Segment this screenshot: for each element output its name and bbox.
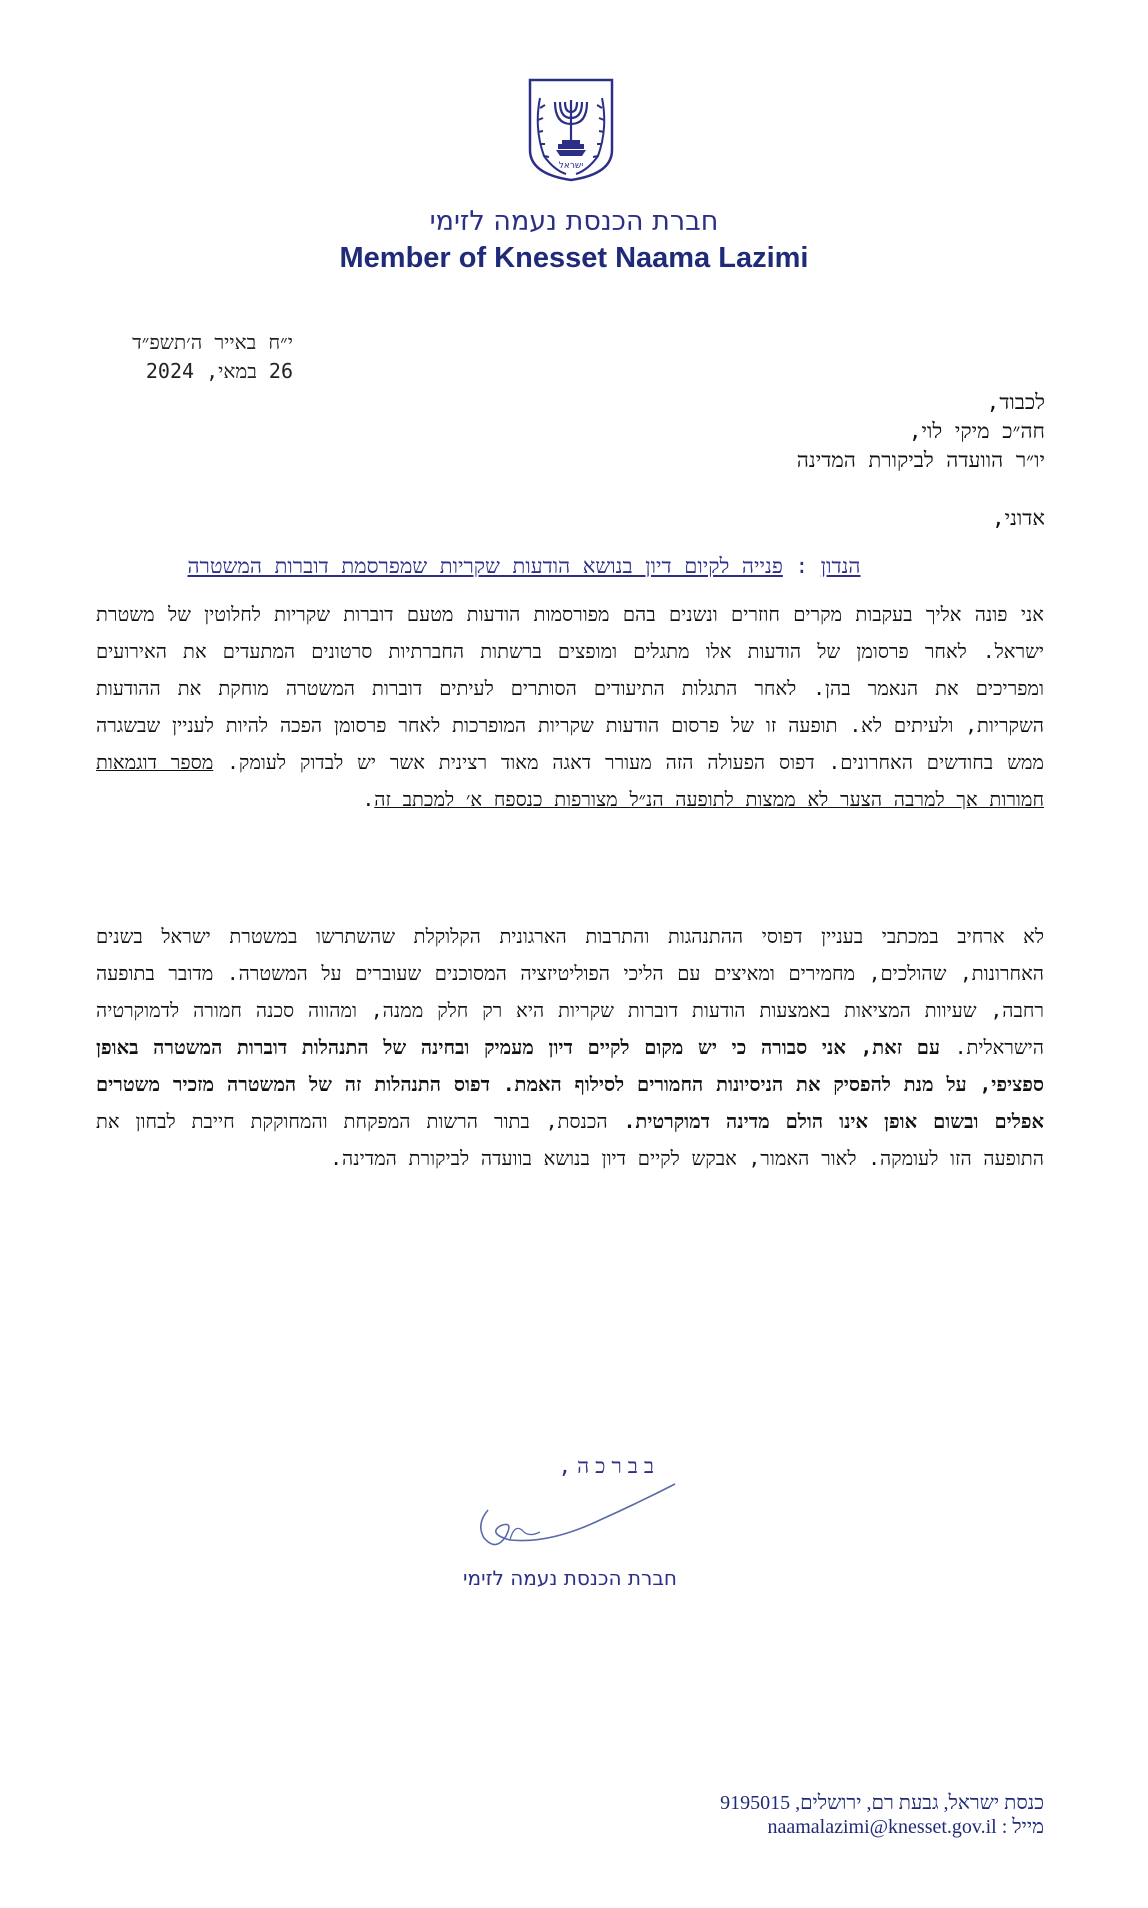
date-gregorian: 26 במאי, 2024 xyxy=(145,359,293,383)
body-p1-text: אני פונה אליך בעקבות מקרים חוזרים ונשנים בהם מפורסמות הודעות מטעם דוברות שקריות לחלוטין של משטרת ישראל. לאחר פרסומן של הודעות אלו מתגלים ומופצים ברשתות החברתיות סרטונים המתעדים את האירועים ומפריכים את הנאמר בהן. לאחר התגלות התיעודים הסותרים לעיתים דוברות המשטרה מוחקת את ההודעות השקריות, ולעיתים לא. תופעה זו של פרסום הודעות שקריות המופרכות לאחר פרסומן הפכה להיות לעניין שבשגרה ממש בחודשים האחרונים. דפוס הפעולה הזה מעורר דאגה מאוד רצינית אשר יש לבדוק לעומק. xyxy=(96,603,1044,774)
footer-email-link[interactable]: naamalazimi@knesset.gov.il xyxy=(767,1816,997,1838)
closing-greeting: בברכה, xyxy=(558,1454,660,1478)
recipient-line-3: יו״ר הוועדה לביקורת המדינה xyxy=(796,448,1045,472)
subject-prefix: הנדון xyxy=(820,554,861,578)
footer-email-line xyxy=(444,1816,1044,1839)
body-paragraph-2 xyxy=(96,918,1044,1177)
recipient-line-2: חה״כ מיקי לוי, xyxy=(908,419,1045,443)
signatory-name: חברת הכנסת נעמה לזימי xyxy=(463,1566,677,1590)
footer-email-label: מייל : xyxy=(1001,1816,1044,1838)
body-p2-text: לא ארחיב במכתבי בעניין דפוסי ההתנהגות והתרבות הארגונית הקלוקלת שהשתרשו במשטרת ישראל בשנים האחרונות, שהולכים, מחמירים ומאיצים עם הליכי הפוליטיזציה המסוכנים שעוברים על המשטרה. מדובר בתופעה רחבה, שעיוות המציאות באמצעות הודעות דוברות שקריות היא רק חלק ממנה, ומהווה סכנה חמורה לדמוקרטיה הישראלית. xyxy=(96,925,1044,1059)
mk-name-hebrew: חברת הכנסת נעמה לזימי xyxy=(429,206,719,237)
footer-address: כנסת ישראל, גבעת רם, ירושלים, 9195015 xyxy=(720,1792,1044,1814)
emblem-text: ישראל xyxy=(558,161,584,171)
body-p2-bold: עם זאת, אני סבורה כי יש מקום לקיים דיון מעמיק ובחינה של התנהלות דוברות המשטרה באופן ספציפי, על מנת להפסיק את הניסיונות החמורים לסילוף האמת. דפוס התנהלות זה של המשטרה מזכיר משטרים אפלים ובשום אופן אינו הולם מדינה דמוקרטית. xyxy=(96,1036,1044,1133)
menorah-emblem-icon xyxy=(526,78,616,182)
body-p2-end: הכנסת, בתור הרשות המפקחת והמחוקקת חייבת לבחון את התופעה הזו לעומקה. לאור האמור, אבקש לקיים דיון בנושא בוועדה לביקורת המדינה. xyxy=(96,1110,1044,1170)
subject-text: פנייה לקיום דיון בנושא הודעות שקריות שמפרסמת דוברות המשטרה xyxy=(187,554,783,578)
handwritten-signature-icon xyxy=(470,1480,690,1560)
date-hebrew: י״ח באייר ה׳תשפ״ד xyxy=(132,330,293,354)
subject-line: הנדון : פנייה לקיום דיון בנושא הודעות שקריות שמפרסמת דוברות המשטרה xyxy=(187,554,861,578)
body-paragraph-1: אני פונה אליך בעקבות מקרים חוזרים ונשנים בהם מפורסמות הודעות מטעם דוברות שקריות לחלוטין של משטרת ישראל. לאחר פרסומן של הודעות אלו מתגלים ומופצים ברשתות החברתיות סרטונים המתעדים את האירועים ומפריכים את הנאמר בהן. לאחר התגלות התיעודים הסותרים לעיתים דוברות המשטרה מוחקת את ההודעות השקריות, ולעיתים לא. תופעה זו של פרסום הודעות שקריות המופרכות לאחר פרסומן הפכה להיות לעניין שבשגרה ממש בחודשים האחרונים. דפוס הפעולה הזה מעורר דאגה מאוד רצינית אשר יש לבדוק לעומק. מספר דוגמאות חמורות אך למרבה הצער לא ממצות לתופעה הנ״ל מצורפות כנספח א׳ למכתב זה. xyxy=(96,603,1044,811)
body-p1-underlined: מספר דוגמאות חמורות אך למרבה הצער לא ממצות לתופעה הנ״ל מצורפות כנספח א׳ למכתב זה xyxy=(96,751,1044,811)
salutation: אדוני, xyxy=(991,506,1045,530)
mk-name-english: Member of Knesset Naama Lazimi xyxy=(339,242,809,274)
recipient-line-1: לכבוד, xyxy=(986,390,1045,414)
